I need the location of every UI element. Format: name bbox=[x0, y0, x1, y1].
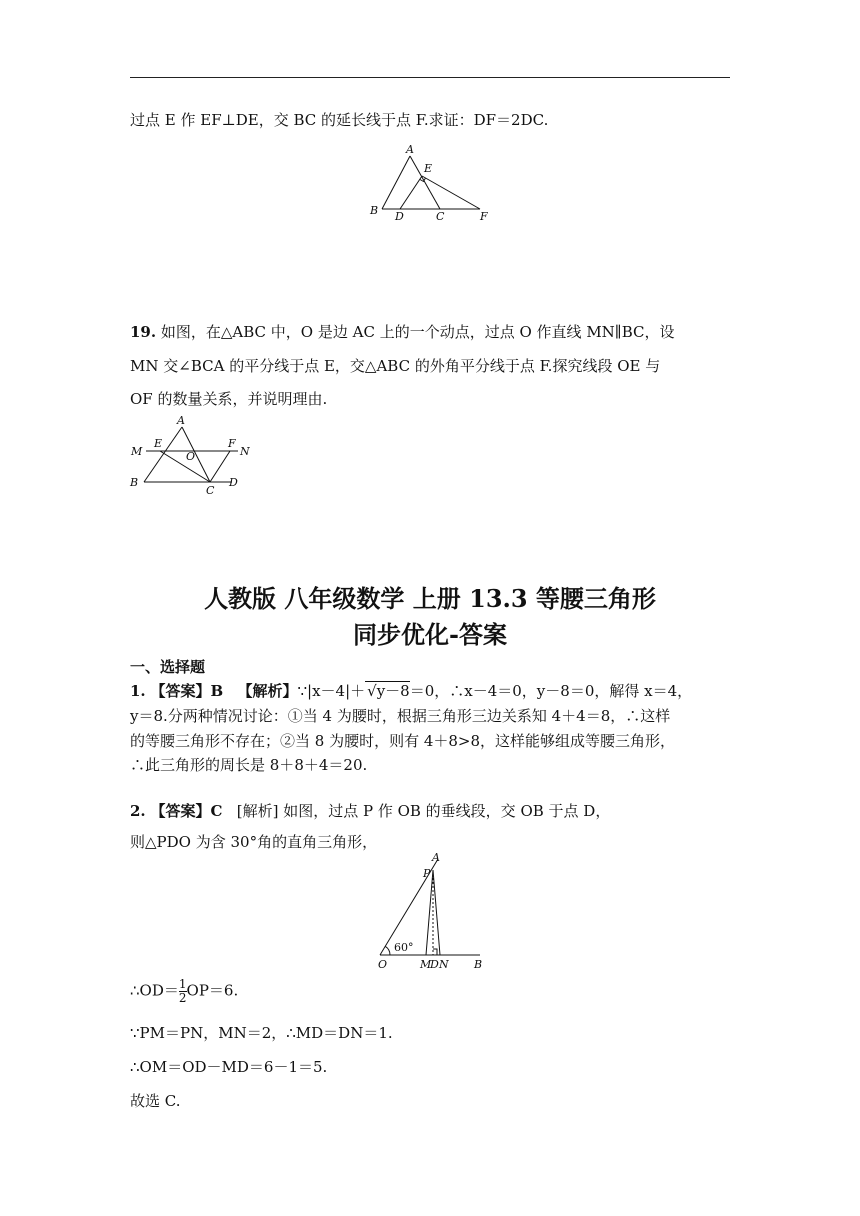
figure-ans2 bbox=[370, 852, 490, 974]
q19-line2: MN 交∠BCA 的平分线于点 E，交△ABC 的外角平分线于点 F.探究线段 OE 与 bbox=[130, 357, 661, 375]
label-d: D bbox=[430, 958, 439, 971]
label-m: M bbox=[131, 445, 143, 458]
answer-title-line2: 同步优化-答案 bbox=[353, 620, 507, 649]
label-n: N bbox=[240, 445, 250, 458]
ans2-line1: 2. 【答案】C [解析] 如图，过点 P 作 OB 的垂线段，交 OB 于点 D， bbox=[130, 802, 611, 820]
label-b: B bbox=[130, 476, 139, 489]
seg-pn bbox=[433, 870, 440, 955]
seg-de bbox=[400, 176, 422, 209]
fraction-one-half: $\frac{1}{2}$ bbox=[178, 977, 187, 1005]
ans1-line3: 的等腰三角形不存在；②当 8 为腰时，则有 4＋8>8，这样能够组成等腰三角形， bbox=[130, 732, 676, 750]
answer-title-line1: 人教版 八年级数学 上册 13.3 等腰三角形 bbox=[204, 584, 656, 613]
ans2-line5: ∴OM＝OD－MD＝6－1＝5. bbox=[130, 1058, 328, 1076]
angle-arc bbox=[385, 946, 390, 955]
label-e: E bbox=[424, 162, 433, 175]
label-d: D bbox=[229, 476, 238, 489]
label-b: B bbox=[474, 958, 483, 971]
ans1-line2: y＝8.分两种情况讨论：①当 4 为腰时，根据三角形三边关系知 4＋4＝8，∴这样 bbox=[130, 707, 671, 725]
label-angle: 60° bbox=[394, 941, 414, 954]
ans1-line1: 1. 【答案】B 【解析】∵|x－4|＋ √y－8＝0，∴x－4＝0，y－8＝0，解得 x＝4， bbox=[130, 682, 693, 700]
label-n: N bbox=[439, 958, 449, 971]
seg-fc bbox=[210, 451, 230, 482]
ans2-tag: 【答案】C bbox=[150, 802, 223, 820]
label-f: F bbox=[480, 210, 488, 223]
right-angle-mark bbox=[433, 949, 437, 955]
label-p: P bbox=[423, 867, 431, 880]
q19-line1: 19. 如图，在△ABC 中，O 是边 AC 上的一个动点，过点 O 作直线 MN∥BC，设 bbox=[130, 323, 675, 341]
label-b: B bbox=[370, 204, 379, 217]
ans1-line4: ∴此三角形的周长是 8＋8＋4＝20. bbox=[130, 756, 368, 774]
label-c: C bbox=[436, 210, 445, 223]
seg-pm bbox=[426, 870, 433, 955]
figure-q19 bbox=[126, 412, 266, 502]
ans2-line2: 则△PDO 为含 30°角的直角三角形， bbox=[130, 833, 378, 851]
ans2-line3: ∴OD＝ $\frac{1}{2}$ OP＝6. bbox=[130, 977, 239, 1005]
ans1-tag: 【答案】B bbox=[150, 682, 224, 700]
section-heading: 一、选择题 bbox=[130, 658, 206, 676]
ans2-line6: 故选 C. bbox=[130, 1092, 181, 1110]
label-a: A bbox=[406, 143, 414, 156]
q19-line3: OF 的数量关系，并说明理由. bbox=[130, 390, 328, 408]
label-e: E bbox=[154, 437, 163, 450]
q18-tail-text: 过点 E 作 EF⊥DE，交 BC 的延长线于点 F.求证：DF＝2DC. bbox=[130, 111, 549, 129]
label-f: F bbox=[228, 437, 236, 450]
label-m: M bbox=[420, 958, 432, 971]
seg-ab bbox=[144, 427, 182, 482]
ans2-line4: ∵PM＝PN，MN＝2，∴MD＝DN＝1. bbox=[130, 1024, 393, 1042]
header-rule bbox=[130, 77, 730, 78]
label-c: C bbox=[206, 484, 215, 497]
label-o: O bbox=[378, 958, 388, 971]
figure-q18 bbox=[360, 140, 500, 230]
label-a: A bbox=[432, 851, 440, 864]
label-o: O bbox=[186, 450, 196, 463]
q19-number: 19. bbox=[130, 323, 157, 341]
label-d: D bbox=[395, 210, 404, 223]
label-a: A bbox=[177, 414, 185, 427]
